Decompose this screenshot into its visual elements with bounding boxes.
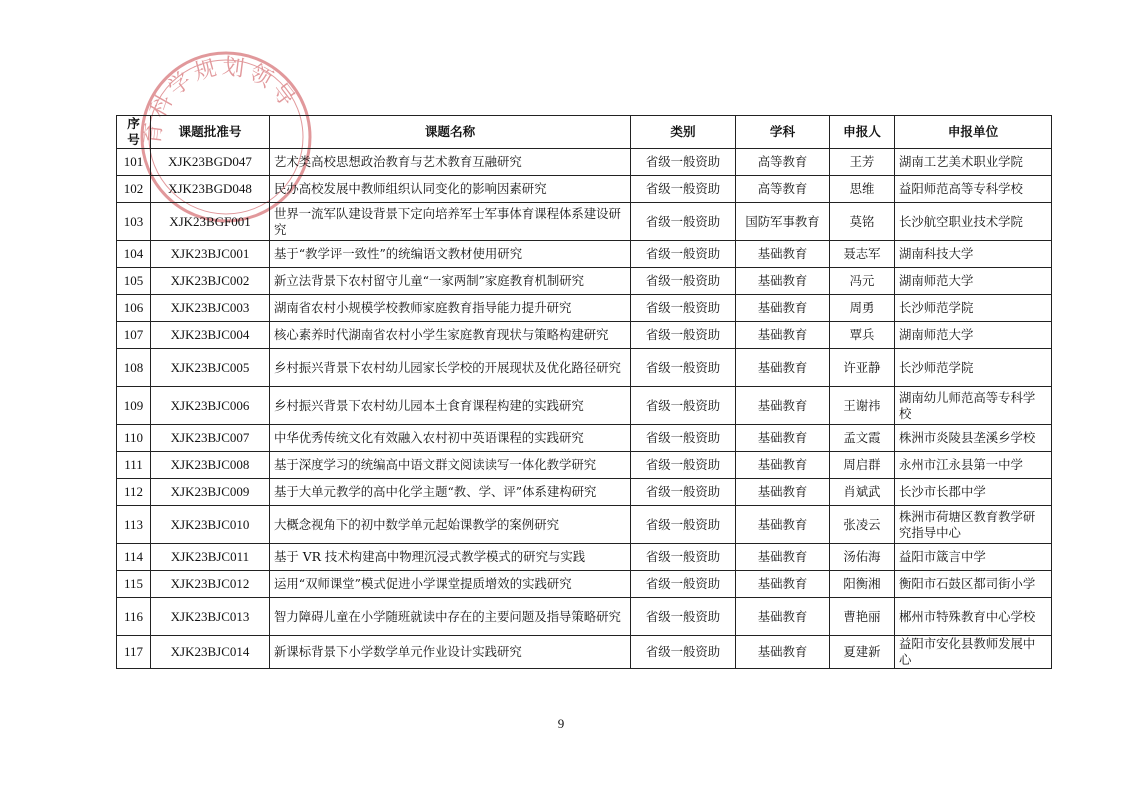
cell-applicant: 汤佑海	[830, 544, 895, 571]
cell-category: 省级一般资助	[631, 349, 736, 387]
table-row	[117, 241, 1052, 268]
cell-unit: 长沙航空职业技术学院	[895, 203, 1052, 241]
cell-no: 116	[117, 598, 151, 636]
header-title: 课题名称	[270, 116, 631, 149]
cell-applicant: 聂志军	[830, 241, 895, 268]
page-number: 9	[557, 716, 565, 731]
header-no: 序号	[117, 116, 151, 149]
seal-text: 育科学规划领导	[140, 54, 302, 147]
cell-applicant: 冯元	[830, 268, 895, 295]
cell-code: XJK23BGD048	[151, 176, 270, 203]
cell-category: 省级一般资助	[631, 636, 736, 669]
cell-code: XJK23BJC011	[151, 544, 270, 571]
table-row	[117, 479, 1052, 506]
cell-category: 省级一般资助	[631, 452, 736, 479]
cell-unit: 衡阳市石鼓区都司街小学	[895, 571, 1052, 598]
cell-category: 省级一般资助	[631, 425, 736, 452]
table-row	[117, 425, 1052, 452]
cell-title: 运用“双师课堂”模式促进小学课堂提质增效的实践研究	[270, 571, 631, 598]
cell-unit: 湖南科技大学	[895, 241, 1052, 268]
cell-code: XJK23BJC010	[151, 506, 270, 544]
cell-subject: 基础教育	[736, 479, 830, 506]
table-row	[117, 176, 1052, 203]
table-row	[117, 571, 1052, 598]
cell-title: 新课标背景下小学数学单元作业设计实践研究	[270, 636, 631, 669]
cell-no: 108	[117, 349, 151, 387]
cell-code: XJK23BJC006	[151, 387, 270, 425]
cell-no: 103	[117, 203, 151, 241]
header-subject: 学科	[736, 116, 830, 149]
table-row	[117, 295, 1052, 322]
cell-code: XJK23BJC002	[151, 268, 270, 295]
table-row	[117, 349, 1052, 387]
table-row	[117, 203, 1052, 241]
header-unit: 申报单位	[895, 116, 1052, 149]
cell-unit: 湖南工艺美术职业学院	[895, 149, 1052, 176]
cell-category: 省级一般资助	[631, 598, 736, 636]
cell-title: 智力障碍儿童在小学随班就读中存在的主要问题及指导策略研究	[270, 598, 631, 636]
cell-category: 省级一般资助	[631, 241, 736, 268]
cell-title: 中华优秀传统文化有效融入农村初中英语课程的实践研究	[270, 425, 631, 452]
cell-title: 世界一流军队建设背景下定向培养军士军事体育课程体系建设研究	[270, 203, 631, 241]
cell-code: XJK23BJC013	[151, 598, 270, 636]
cell-no: 111	[117, 452, 151, 479]
cell-no: 102	[117, 176, 151, 203]
cell-subject: 基础教育	[736, 322, 830, 349]
cell-unit: 益阳师范高等专科学校	[895, 176, 1052, 203]
cell-code: XJK23BJC008	[151, 452, 270, 479]
header-code: 课题批准号	[151, 116, 270, 149]
cell-applicant: 思维	[830, 176, 895, 203]
cell-subject: 基础教育	[736, 387, 830, 425]
cell-subject: 基础教育	[736, 544, 830, 571]
cell-no: 114	[117, 544, 151, 571]
cell-title: 基于深度学习的统编高中语文群文阅读读写一体化教学研究	[270, 452, 631, 479]
table-row	[117, 506, 1052, 544]
cell-category: 省级一般资助	[631, 176, 736, 203]
cell-title: 艺术类高校思想政治教育与艺术教育互融研究	[270, 149, 631, 176]
cell-no: 113	[117, 506, 151, 544]
cell-title: 乡村振兴背景下农村幼儿园家长学校的开展现状及优化路径研究	[270, 349, 631, 387]
cell-code: XJK23BJC001	[151, 241, 270, 268]
table-row	[117, 387, 1052, 425]
cell-unit: 株洲市炎陵县垄溪乡学校	[895, 425, 1052, 452]
table-row	[117, 268, 1052, 295]
cell-applicant: 肖斌武	[830, 479, 895, 506]
header-category: 类别	[631, 116, 736, 149]
cell-code: XJK23BGF001	[151, 203, 270, 241]
cell-title: 核心素养时代湖南省农村小学生家庭教育现状与策略构建研究	[270, 322, 631, 349]
cell-subject: 高等教育	[736, 149, 830, 176]
cell-title: 基于“教学评一致性”的统编语文教材使用研究	[270, 241, 631, 268]
cell-subject: 高等教育	[736, 176, 830, 203]
cell-unit: 长沙师范学院	[895, 349, 1052, 387]
table-row	[117, 322, 1052, 349]
cell-applicant: 孟文霞	[830, 425, 895, 452]
cell-unit: 郴州市特殊教育中心学校	[895, 598, 1052, 636]
table-row	[117, 452, 1052, 479]
cell-unit: 益阳市箴言中学	[895, 544, 1052, 571]
cell-applicant: 莫铭	[830, 203, 895, 241]
cell-category: 省级一般资助	[631, 506, 736, 544]
cell-title: 基于大单元教学的高中化学主题“教、学、评”体系建构研究	[270, 479, 631, 506]
cell-subject: 基础教育	[736, 506, 830, 544]
cell-unit: 湖南师范大学	[895, 322, 1052, 349]
cell-no: 104	[117, 241, 151, 268]
cell-subject: 基础教育	[736, 241, 830, 268]
cell-code: XJK23BJC009	[151, 479, 270, 506]
cell-no: 107	[117, 322, 151, 349]
cell-title: 基于 VR 技术构建高中物理沉浸式教学模式的研究与实践	[270, 544, 631, 571]
cell-subject: 基础教育	[736, 636, 830, 669]
cell-code: XJK23BJC004	[151, 322, 270, 349]
cell-category: 省级一般资助	[631, 571, 736, 598]
cell-code: XJK23BJC007	[151, 425, 270, 452]
project-list-table	[116, 115, 1052, 669]
cell-no: 101	[117, 149, 151, 176]
cell-unit: 益阳市安化县教师发展中心	[895, 636, 1052, 669]
cell-applicant: 许亚静	[830, 349, 895, 387]
cell-title: 民办高校发展中教师组织认同变化的影响因素研究	[270, 176, 631, 203]
cell-unit: 永州市江永县第一中学	[895, 452, 1052, 479]
cell-title: 新立法背景下农村留守儿童“一家两制”家庭教育机制研究	[270, 268, 631, 295]
cell-applicant: 王谢祎	[830, 387, 895, 425]
table-row	[117, 149, 1052, 176]
cell-title: 乡村振兴背景下农村幼儿园本土食育课程构建的实践研究	[270, 387, 631, 425]
cell-subject: 基础教育	[736, 452, 830, 479]
cell-subject: 基础教育	[736, 598, 830, 636]
cell-code: XJK23BJC014	[151, 636, 270, 669]
cell-subject: 基础教育	[736, 268, 830, 295]
cell-code: XJK23BJC012	[151, 571, 270, 598]
cell-no: 115	[117, 571, 151, 598]
cell-category: 省级一般资助	[631, 544, 736, 571]
cell-category: 省级一般资助	[631, 479, 736, 506]
cell-code: XJK23BGD047	[151, 149, 270, 176]
cell-applicant: 曹艳丽	[830, 598, 895, 636]
cell-unit: 湖南幼儿师范高等专科学校	[895, 387, 1052, 425]
cell-applicant: 覃兵	[830, 322, 895, 349]
cell-applicant: 夏建新	[830, 636, 895, 669]
table-row	[117, 598, 1052, 636]
cell-category: 省级一般资助	[631, 203, 736, 241]
table-row	[117, 636, 1052, 669]
cell-subject: 基础教育	[736, 349, 830, 387]
cell-applicant: 阳衡湘	[830, 571, 895, 598]
cell-category: 省级一般资助	[631, 268, 736, 295]
cell-no: 105	[117, 268, 151, 295]
table-row	[117, 544, 1052, 571]
cell-subject: 基础教育	[736, 425, 830, 452]
cell-applicant: 周勇	[830, 295, 895, 322]
cell-subject: 国防军事教育	[736, 203, 830, 241]
table-header-row	[117, 116, 1052, 149]
cell-category: 省级一般资助	[631, 322, 736, 349]
header-applicant: 申报人	[830, 116, 895, 149]
cell-category: 省级一般资助	[631, 387, 736, 425]
cell-unit: 长沙师范学院	[895, 295, 1052, 322]
cell-unit: 湖南师范大学	[895, 268, 1052, 295]
cell-category: 省级一般资助	[631, 295, 736, 322]
cell-title: 大概念视角下的初中数学单元起始课教学的案例研究	[270, 506, 631, 544]
cell-no: 117	[117, 636, 151, 669]
cell-no: 112	[117, 479, 151, 506]
cell-category: 省级一般资助	[631, 149, 736, 176]
cell-no: 110	[117, 425, 151, 452]
cell-code: XJK23BJC005	[151, 349, 270, 387]
cell-subject: 基础教育	[736, 295, 830, 322]
cell-code: XJK23BJC003	[151, 295, 270, 322]
cell-title: 湖南省农村小规模学校教师家庭教育指导能力提升研究	[270, 295, 631, 322]
cell-unit: 株洲市荷塘区教育教学研究指导中心	[895, 506, 1052, 544]
cell-applicant: 张凌云	[830, 506, 895, 544]
cell-applicant: 王芳	[830, 149, 895, 176]
cell-applicant: 周启群	[830, 452, 895, 479]
cell-no: 109	[117, 387, 151, 425]
cell-subject: 基础教育	[736, 571, 830, 598]
cell-no: 106	[117, 295, 151, 322]
cell-unit: 长沙市长郡中学	[895, 479, 1052, 506]
